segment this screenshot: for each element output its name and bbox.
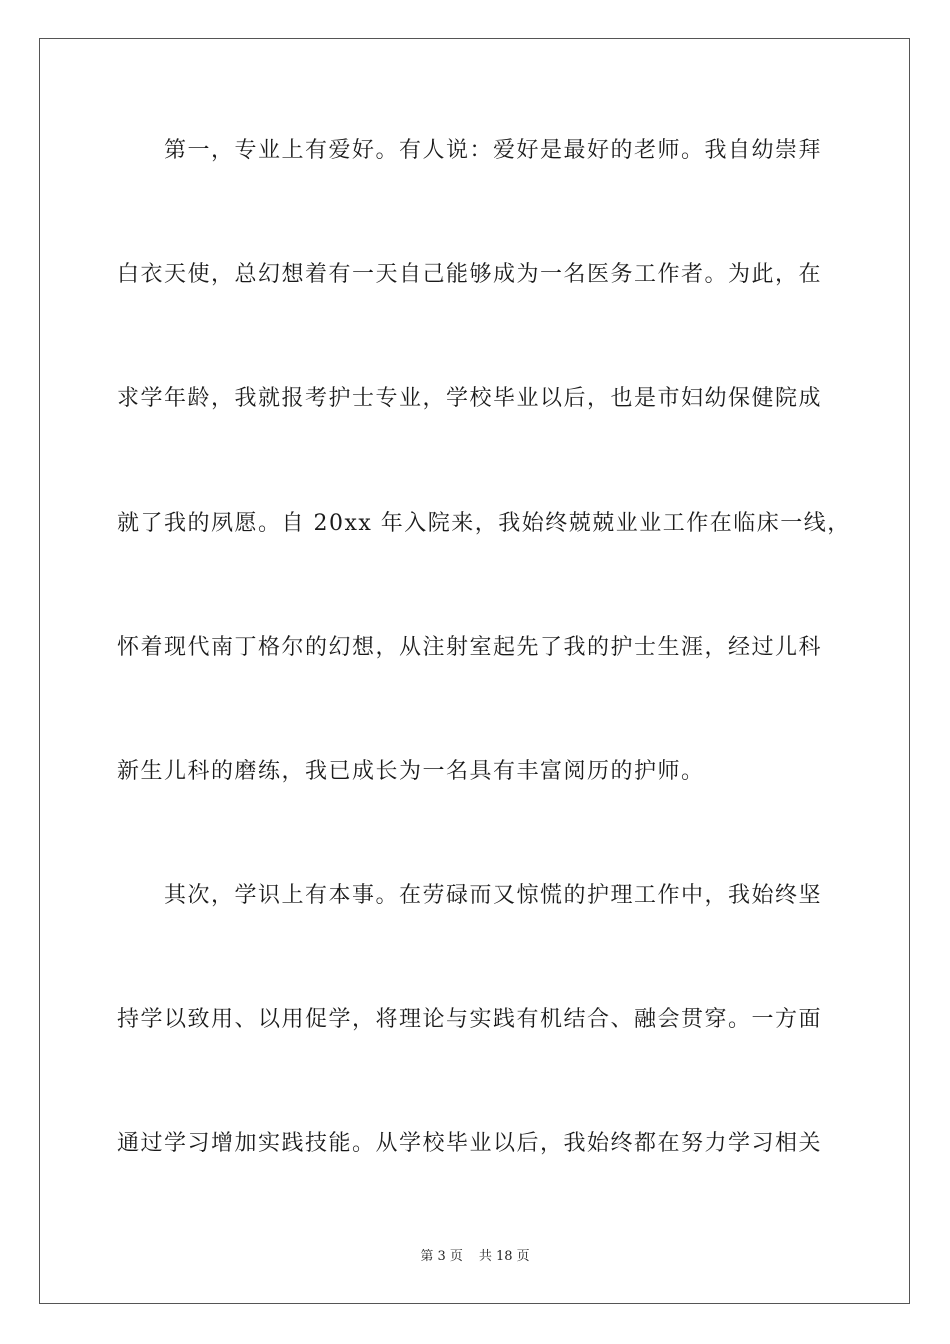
text-line: 就了我的夙愿。自 20xx 年入院来，我始终兢兢业业工作在临床一线， xyxy=(117,511,851,536)
text-line: 怀着现代南丁格尔的幻想，从注射室起先了我的护士生涯，经过儿科 xyxy=(117,635,823,660)
text-line: 通过学习增加实践技能。从学校毕业以后，我始终都在努力学习相关 xyxy=(117,1131,823,1156)
text-line: 其次，学识上有本事。在劳碌而又惊慌的护理工作中，我始终坚 xyxy=(164,883,823,908)
text-line: 新生儿科的磨练，我已成长为一名具有丰富阅历的护师。 xyxy=(117,759,705,784)
text-line: 持学以致用、以用促学，将理论与实践有机结合、融会贯穿。一方面 xyxy=(117,1007,823,1032)
page-footer xyxy=(0,1248,950,1266)
page-total: 共 18 页 xyxy=(478,1249,530,1264)
text-line: 第一，专业上有爱好。有人说：爱好是最好的老师。我自幼崇拜 xyxy=(164,138,823,163)
page-number: 第 3 页 xyxy=(420,1249,463,1264)
page-frame xyxy=(39,38,910,1304)
text-line: 白衣天使，总幻想着有一天自己能够成为一名医务工作者。为此，在 xyxy=(117,262,823,287)
text-line: 求学年龄，我就报考护士专业，学校毕业以后，也是市妇幼保健院成 xyxy=(117,386,823,411)
